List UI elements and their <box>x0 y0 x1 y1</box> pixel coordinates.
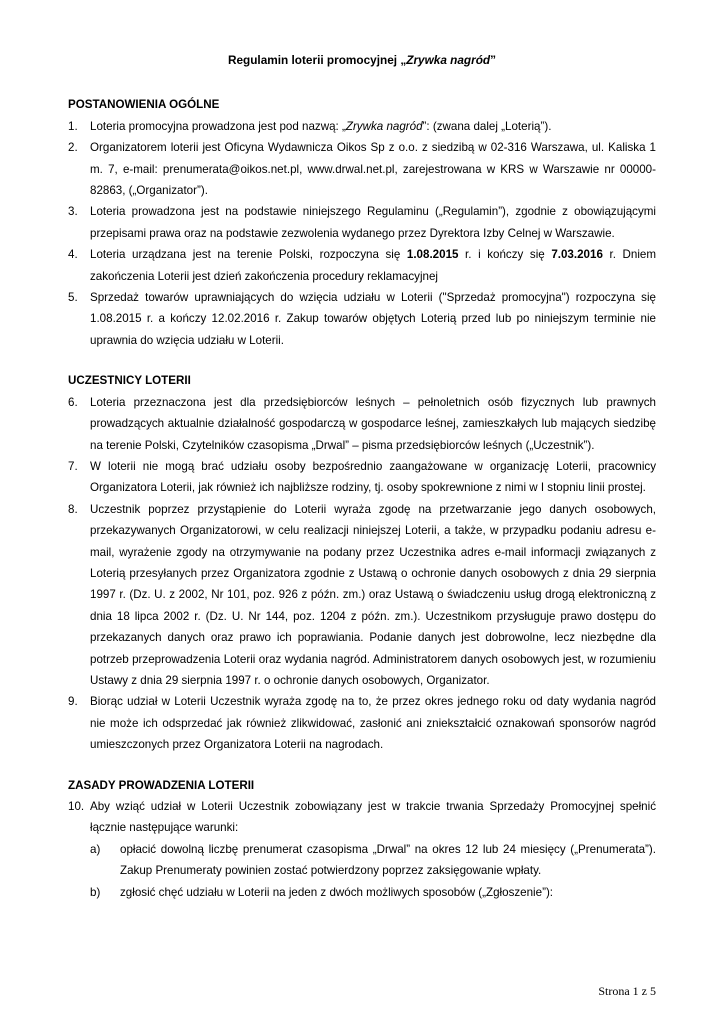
list-item: 4. Loteria urządzana jest na terenie Polski, rozpoczyna się 1.08.2015 r. i kończy się 7.03.2016 r. Dniem zakończenia Loterii jest dzień zakończenia procedury reklamacyjnej <box>68 248 656 283</box>
page-number: Strona 1 z 5 <box>598 984 656 998</box>
list-item: 6. Loteria przeznaczona jest dla przedsiębiorców leśnych – pełnoletnich osób fizycznych lub prawnych prowadzących aktualnie działalność gospodarczą w gospodarce leśnej, zamieszkałych lub mających siedzibę na terenie Polski, Czytelników czasopisma „Drwal” – pisma przedsiębiorców leśnych („Uczestnik”). <box>68 395 656 452</box>
list-item: 5. Sprzedaż towarów uprawniających do wzięcia udziału w Loterii ("Sprzedaż promocyjna") rozpoczyna się 1.08.2015 r. a kończy 12.02.2016 r. Zakup towarów objętych Loterią przed lub po niniejszym terminie nie uprawnia do wzięcia udziału w Loterii. <box>68 291 656 347</box>
list-item: 2. Organizatorem loterii jest Oficyna Wydawnicza Oikos Sp z o.o. z siedzibą w 02-316 Warszawa, ul. Kaliska 1 m. 7, e-mail: prenumerata@oikos.net.pl, www.drwal.net.pl, zarejestrowana w KRS w Warszawie nr 00000-82863, („Organizator”). <box>68 141 656 198</box>
section-rules-list <box>68 796 656 903</box>
list-item: 10. Aby wziąć udział w Loterii Uczestnik zobowiązany jest w trakcie trwania Sprzedaży Promocyjnej spełnić łącznie następujące warunki: <box>68 800 656 835</box>
section-participants-list <box>68 392 656 756</box>
document-page <box>68 50 656 903</box>
sub-list-item: a) opłacić dowolną liczbę prenumerat czasopisma „Drwal” na okres 12 lub 24 miesięcy („Prenumerata”). Zakup Prenumeraty powinien zostać potwierdzony poprzez zaksięgowanie wpłaty. <box>90 842 656 878</box>
section-heading-participants: UCZESTNICY LOTERII <box>68 374 191 388</box>
section-general-list <box>68 116 656 351</box>
list-item: 1. Loteria promocyjna prowadzona jest pod nazwą: „Zrywka nagród”: (zwana dalej „Loterią”). <box>68 119 552 133</box>
section-heading-rules: ZASADY PROWADZENIA LOTERII <box>68 778 255 792</box>
list-item: 7. W loterii nie mogą brać udziału osoby bezpośrednio zaangażowane w organizację Loterii, pracownicy Organizatora Loterii, jak również ich najbliższe rodziny, tj. osoby spokrewnione z nimi w I stopniu linii prostej. <box>68 459 656 495</box>
document-title: Regulamin loterii promocyjnej „Zrywka nagród” <box>227 53 497 67</box>
section-heading-general: POSTANOWIENIA OGÓLNE <box>68 98 220 112</box>
sub-list-item: b) zgłosić chęć udziału w Loterii na jeden z dwóch możliwych sposobów („Zgłoszenie”): <box>90 885 554 899</box>
list-item: 9. Biorąc udział w Loterii Uczestnik wyraża zgodę na to, że przez okres jednego roku od daty wydania nagród nie może ich odsprzedać jak również zlikwidować, zasłonić ani zniekształcić oznakowań sponsorów nagród umieszczonych przez Organizatora Loterii na nagrodach. <box>68 695 656 752</box>
list-item: 8. Uczestnik poprzez przystąpienie do Loterii wyraża zgodę na przetwarzanie jego danych osobowych, przekazywanych Organizatorowi, w celu realizacji niniejszej Loterii, a także, w przypadku podaniu adresu e-mail, wyrażenie zgody na otrzymywanie na podany przez Uczestnika adres e-mail informacji związanych z Loterią przesyłanych przez Organizatora zgodnie z Ustawą o ochronie danych osobowych z dnia 29 sierpnia 1997 r. (Dz. U. z 2002, Nr 101, poz. 926 z późn. zm.) oraz Ustawą o świadczeniu usług drogą elektroniczną z dnia 18 lipca 2002 r. (Dz. U. Nr 144, poz. 1204 z późn. zm.). Uczestnikom przysługuje prawo dostępu do przekazanych danych oraz prawo ich poprawiania. Podanie danych jest dobrowolne, lecz niezbędne dla potrzeb przeprowadzenia Loterii oraz wydania nagród. Administratorem danych osobowych jest, w rozumieniu Ustawy z dnia 29 sierpnia 1997 r. o ochronie danych osobowych, Organizator. <box>68 502 656 687</box>
list-item: 3. Loteria prowadzona jest na podstawie niniejszego Regulaminu („Regulamin”), zgodnie z obowiązującymi przepisami prawa oraz na podstawie zezwolenia wydanego przez Dyrektora Izby Celnej w Warszawie. <box>68 205 656 240</box>
